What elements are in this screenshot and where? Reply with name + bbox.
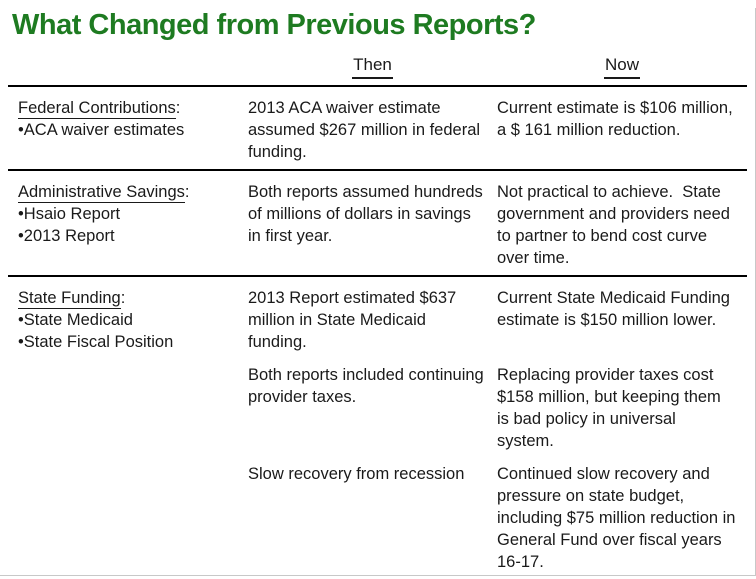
now-cell bbox=[497, 97, 747, 163]
table-row-administrative-savings bbox=[8, 171, 747, 277]
comparison-table bbox=[8, 48, 747, 579]
category-name: Federal Contributions bbox=[18, 99, 176, 117]
category-name: State Funding bbox=[18, 289, 121, 307]
then-cell-paragraph: Both reports included continuing provider taxes. bbox=[248, 366, 489, 406]
category-name: Administrative Savings bbox=[18, 183, 185, 201]
category-colon: : bbox=[175, 99, 181, 117]
then-cell bbox=[248, 287, 497, 364]
now-cell-paragraph: Not practical to achieve. State government and providers need to partner to bend cost curve over time. bbox=[497, 183, 735, 267]
row-category bbox=[8, 181, 248, 269]
then-cell-paragraph: Both reports assumed hundreds of millions of dollars in savings in first year. bbox=[248, 183, 488, 245]
now-cell bbox=[497, 287, 747, 364]
then-cell-paragraph: Slow recovery from recession bbox=[248, 465, 465, 483]
then-cell bbox=[248, 364, 497, 463]
category-bullet-item: •Hsaio Report bbox=[18, 205, 121, 223]
row-category bbox=[8, 287, 248, 573]
now-cell bbox=[497, 181, 747, 269]
now-cell bbox=[497, 364, 747, 463]
table-row-state-funding bbox=[8, 277, 747, 579]
category-bullet-item: •State Medicaid bbox=[18, 311, 133, 329]
then-column-header bbox=[248, 54, 497, 79]
now-header-label: Now bbox=[604, 54, 640, 79]
then-cell bbox=[248, 97, 497, 163]
then-cell-paragraph: 2013 ACA waiver estimate assumed $267 million in federal funding. bbox=[248, 99, 485, 161]
now-cell-paragraph: Current estimate is $106 million, a $ 161 million reduction. bbox=[497, 99, 738, 139]
now-cell-paragraph: Replacing provider taxes cost $158 million, but keeping them is bad policy in universal system. bbox=[497, 366, 726, 450]
category-bullet-item: •State Fiscal Position bbox=[18, 333, 174, 351]
now-cell bbox=[497, 463, 747, 573]
category-bullet-item: •2013 Report bbox=[18, 227, 115, 245]
table-header-row bbox=[8, 48, 747, 87]
now-cell-paragraph: Continued slow recovery and pressure on state budget, including $75 million reduction in General Fund over fiscal years 16-17. bbox=[497, 465, 741, 571]
then-cell bbox=[248, 181, 497, 269]
category-bullet-item: •ACA waiver estimates bbox=[18, 121, 185, 139]
row-category bbox=[8, 97, 248, 163]
then-cell bbox=[248, 463, 497, 573]
then-header-label: Then bbox=[352, 54, 393, 79]
table-row-federal-contributions bbox=[8, 87, 747, 171]
now-column-header bbox=[497, 54, 747, 79]
header-spacer bbox=[8, 54, 248, 79]
category-colon: : bbox=[120, 289, 126, 307]
page-title: What Changed from Previous Reports? bbox=[12, 9, 536, 41]
then-cell-paragraph: 2013 Report estimated $637 million in State Medicaid funding. bbox=[248, 289, 461, 351]
category-colon: : bbox=[184, 183, 190, 201]
now-cell-paragraph: Current State Medicaid Funding estimate is $150 million lower. bbox=[497, 289, 735, 329]
